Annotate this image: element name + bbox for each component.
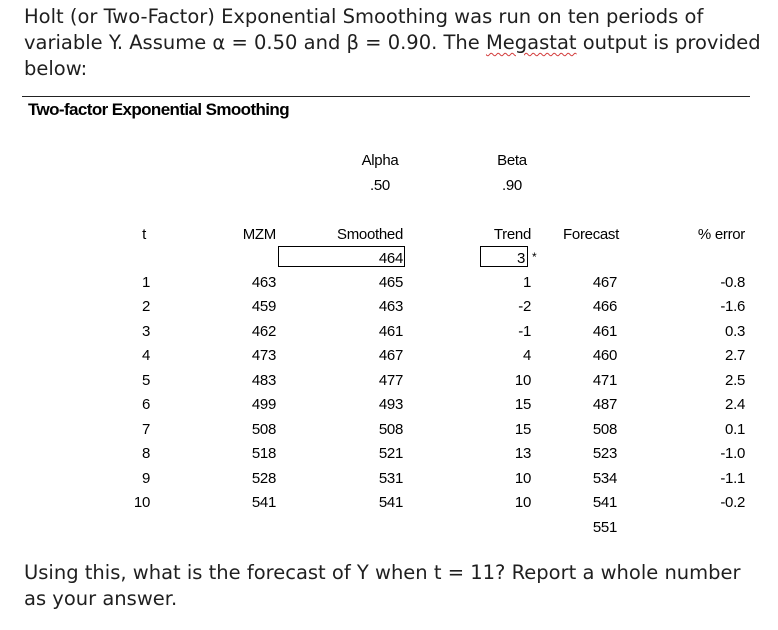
megastat-word: Megastat (485, 31, 577, 54)
cell-smoothed: 461 (378, 323, 403, 340)
cell-t: 3 (141, 323, 150, 340)
header-forecast: Forecast (563, 226, 619, 243)
cell-mzm: 463 (251, 274, 276, 291)
cell-trend: 13 (514, 445, 531, 462)
cell-forecast: 466 (592, 298, 617, 315)
cell-smoothed: 508 (378, 421, 403, 438)
cell-pct-error: -1.6 (720, 298, 745, 315)
cell-forecast: 534 (592, 470, 617, 487)
cell-forecast: 471 (592, 372, 617, 389)
header-trend: Trend (493, 226, 531, 243)
cell-t: 4 (141, 347, 150, 364)
cell-trend: -2 (518, 298, 531, 315)
cell-t: 9 (141, 470, 150, 487)
cell-mzm: 528 (251, 470, 276, 487)
question-text: Using this, what is the forecast of Y when t = 11? Report a whole number as your answer. (24, 561, 741, 610)
cell-forecast: 487 (592, 396, 617, 413)
cell-t: 5 (141, 372, 150, 389)
cell-trend: 15 (514, 396, 531, 413)
beta-label: Beta (497, 152, 527, 169)
cell-smoothed: 463 (378, 298, 403, 315)
cell-forecast: 541 (592, 494, 617, 511)
cell-forecast: 523 (592, 445, 617, 462)
cell-smoothed: 521 (378, 445, 403, 462)
cell-trend: 10 (514, 372, 531, 389)
cell-smoothed: 465 (378, 274, 403, 291)
header-t: t (142, 226, 146, 243)
cell-pct-error: 2.4 (725, 396, 745, 413)
cell-forecast: 461 (592, 323, 617, 340)
cell-t: 6 (141, 396, 150, 413)
intro-text-after: output is provided below: (24, 31, 761, 80)
final-forecast: 551 (592, 519, 617, 536)
cell-t: 10 (133, 494, 150, 511)
header-mzm: MZM (242, 226, 276, 243)
cell-t: 1 (141, 274, 150, 291)
section-divider (22, 96, 750, 97)
cell-trend: 10 (514, 470, 531, 487)
cell-pct-error: 0.3 (725, 323, 745, 340)
alpha-value: .50 (370, 177, 390, 194)
intro-text-before: Holt (or Two-Factor) Exponential Smoothing was run on ten periods of variable Y. Assume α = 0.50 and β = 0.90. The (24, 5, 704, 54)
initial-smoothed: 464 (378, 250, 403, 267)
cell-mzm: 473 (251, 347, 276, 364)
cell-smoothed: 493 (378, 396, 403, 413)
cell-trend: 1 (522, 274, 531, 291)
header-smoothed: Smoothed (337, 226, 403, 243)
cell-forecast: 467 (592, 274, 617, 291)
cell-trend: 10 (514, 494, 531, 511)
cell-mzm: 459 (251, 298, 276, 315)
cell-mzm: 508 (251, 421, 276, 438)
cell-pct-error: -0.2 (720, 494, 745, 511)
cell-t: 7 (141, 421, 150, 438)
cell-pct-error: 2.5 (725, 372, 745, 389)
cell-trend: 4 (522, 347, 531, 364)
cell-forecast: 508 (592, 421, 617, 438)
cell-t: 2 (141, 298, 150, 315)
initial-marker: * (532, 250, 537, 264)
cell-smoothed: 477 (378, 372, 403, 389)
cell-smoothed: 531 (378, 470, 403, 487)
cell-t: 8 (141, 445, 150, 462)
cell-trend: -1 (518, 323, 531, 340)
sheet-title: Two-factor Exponential Smoothing (28, 100, 289, 119)
cell-pct-error: -1.1 (720, 470, 745, 487)
cell-smoothed: 467 (378, 347, 403, 364)
cell-mzm: 499 (251, 396, 276, 413)
cell-pct-error: -1.0 (720, 445, 745, 462)
cell-trend: 15 (514, 421, 531, 438)
initial-trend: 3 (516, 250, 525, 267)
cell-forecast: 460 (592, 347, 617, 364)
question-intro (24, 4, 764, 82)
cell-mzm: 462 (251, 323, 276, 340)
cell-smoothed: 541 (378, 494, 403, 511)
cell-mzm: 518 (251, 445, 276, 462)
header-pct-error: % error (697, 226, 745, 243)
alpha-label: Alpha (361, 152, 399, 169)
cell-mzm: 483 (251, 372, 276, 389)
cell-pct-error: -0.8 (720, 274, 745, 291)
beta-value: .90 (502, 177, 522, 194)
cell-pct-error: 0.1 (725, 421, 745, 438)
cell-mzm: 541 (251, 494, 276, 511)
cell-pct-error: 2.7 (725, 347, 745, 364)
